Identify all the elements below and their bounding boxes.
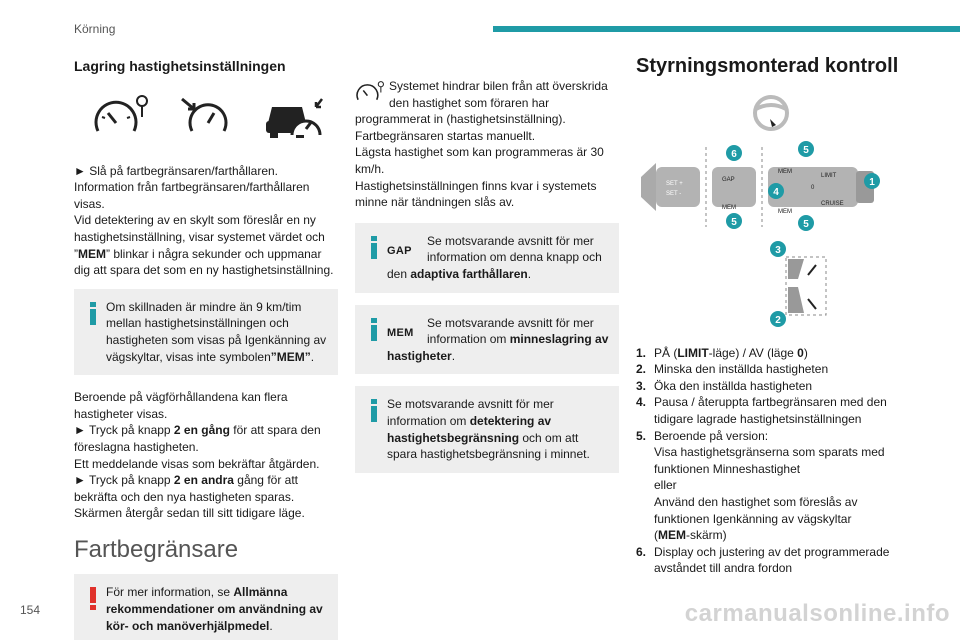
limiter-min-speed-text: Lägsta hastighet som kan programmeras är 30 km/h. <box>355 145 604 176</box>
car-speed-icon <box>264 93 326 139</box>
section-heading-storage: Lagring hastighetsinställningen <box>74 58 286 74</box>
gap-tag: GAP <box>387 244 412 257</box>
confirm-message-text: Ett meddelande visas som bekräftar åtgärden. <box>74 456 320 471</box>
note-gap: GAP Se motsvarande avsnitt för mer information om denna knapp och den adaptiva farthållaren. <box>355 223 619 293</box>
press-twice-text: ► Tryck på knapp 2 en andra gång för att bekräfta och den nya hastigheten sparas. <box>74 473 298 504</box>
info-icon <box>84 300 102 326</box>
paddle-control-figure <box>764 239 864 329</box>
header-accent-bar <box>493 26 960 32</box>
right-column <box>636 55 906 577</box>
middle-column <box>355 78 619 473</box>
callout-6: 6 <box>731 148 737 160</box>
storage-info: Information från fartbegränsaren/farthållaren visas. <box>74 180 310 211</box>
note-mem: MEM Se motsvarande avsnitt för mer information om minneslagring av hastigheter. <box>355 305 619 375</box>
stalk-zero-label: 0 <box>811 184 815 191</box>
note-difference: Om skillnaden är mindre än 9 km/tim mellan hastighetsinställningen och hastigheten som visas på Igenkänning av vägskyltar, visas inte symbolen”MEM”. <box>74 289 338 375</box>
callout-5: 5 <box>803 218 809 230</box>
storage-steps-2 <box>74 389 338 522</box>
watermark: carmanualsonline.info <box>684 600 950 627</box>
stalk-cruise-label: CRUISE <box>821 200 844 207</box>
list-item: 5. Beroende på version: Visa hastighetsgränserna som sparats med funktionen Minneshastighet eller Använd den hastighet som föreslås av funktionen Igenkänning av vägskyltar (MEM-skärm) <box>636 428 885 543</box>
list-item: 4. Pausa / återuppta fartbegränsaren med den tidigare lagrade hastighetsinställningen <box>636 395 887 426</box>
warning-icon <box>84 585 102 611</box>
storage-step-1: ► Slå på fartbegränsaren/farthållaren. <box>74 163 278 178</box>
limiter-memory-text: Hastighetsinställningen finns kvar i systemets minne när tändningen slås av. <box>355 178 597 210</box>
list-item: 6. Display och justering av det programmerade avståndet till andra fordon <box>636 544 890 576</box>
mem-tag: MEM <box>387 326 414 339</box>
speedometer-limit-icon <box>355 78 385 106</box>
stalk-mem-label: MEM <box>778 208 792 215</box>
stalk-mem-label: MEM <box>722 204 736 211</box>
limiter-prevent-text: Systemet hindrar bilen från att överskrida den hastighet som föraren har programmerat in (hastighetsinställning). <box>355 79 608 127</box>
storage-icons <box>92 93 338 139</box>
stalk-set-plus-label: SET + <box>666 180 683 187</box>
callout-3: 3 <box>775 244 781 256</box>
multi-speeds-text: Beroende på vägförhållandena kan flera hastigheter visas. <box>74 390 288 421</box>
controls-list <box>636 345 906 577</box>
list-item: 3. Öka den inställda hastigheten <box>636 378 813 393</box>
callout-1: 1 <box>869 176 875 188</box>
section-heading-speed-limiter: Fartbegränsare <box>74 535 239 563</box>
stalk-set-minus-label: SET - <box>666 190 682 197</box>
stalk-gap-label: GAP <box>722 176 735 183</box>
screen-return-text: Skärmen återgår sedan till sitt tidigare läge. <box>74 506 305 521</box>
stalk-mem-label: MEM <box>778 168 792 175</box>
left-column <box>74 58 338 640</box>
steering-wheel-icon <box>746 93 796 133</box>
section-label: Körning <box>74 22 116 36</box>
info-icon <box>365 234 383 260</box>
info-icon <box>365 397 383 423</box>
speedometer-cruise-icon <box>178 93 236 139</box>
callout-5: 5 <box>731 216 737 228</box>
speedometer-limit-icon <box>92 93 150 139</box>
list-item: 2. Minska den inställda hastigheten <box>636 362 829 377</box>
limiter-description <box>355 78 619 211</box>
page-number: 154 <box>20 603 41 617</box>
note-detection: Se motsvarande avsnitt för mer information om detektering av hastighetsbegränsning och om att spara hastighetsbegränsning i minnet. <box>355 386 619 472</box>
storage-detection: Vid detektering av en skylt som föreslår en ny hastighetsinställning, visar systemet värdet och ”MEM” blinkar i några sekunder och uppmanar dig att spara det som en ny hastighetsinställning. <box>74 213 334 278</box>
stalk-limit-label: LIMIT <box>821 172 837 179</box>
info-icon <box>365 316 383 342</box>
callout-2: 2 <box>775 314 781 326</box>
stalk-control-figure <box>636 137 886 237</box>
section-heading-steering: Styrningsmonterad kontroll <box>636 55 899 77</box>
warning-note: För mer information, se Allmänna rekommendationer om användning av kör- och manöverhjälpmedel. <box>74 574 338 640</box>
list-item: 1. PÅ (LIMIT-läge) / AV (läge 0) <box>636 345 808 360</box>
limiter-manual-text: Fartbegränsaren startas manuellt. <box>355 128 536 143</box>
callout-4: 4 <box>773 186 779 198</box>
callout-5: 5 <box>803 144 809 156</box>
press-once-text: ► Tryck på knapp 2 en gång för att spara den föreslagna hastigheten. <box>74 423 321 454</box>
